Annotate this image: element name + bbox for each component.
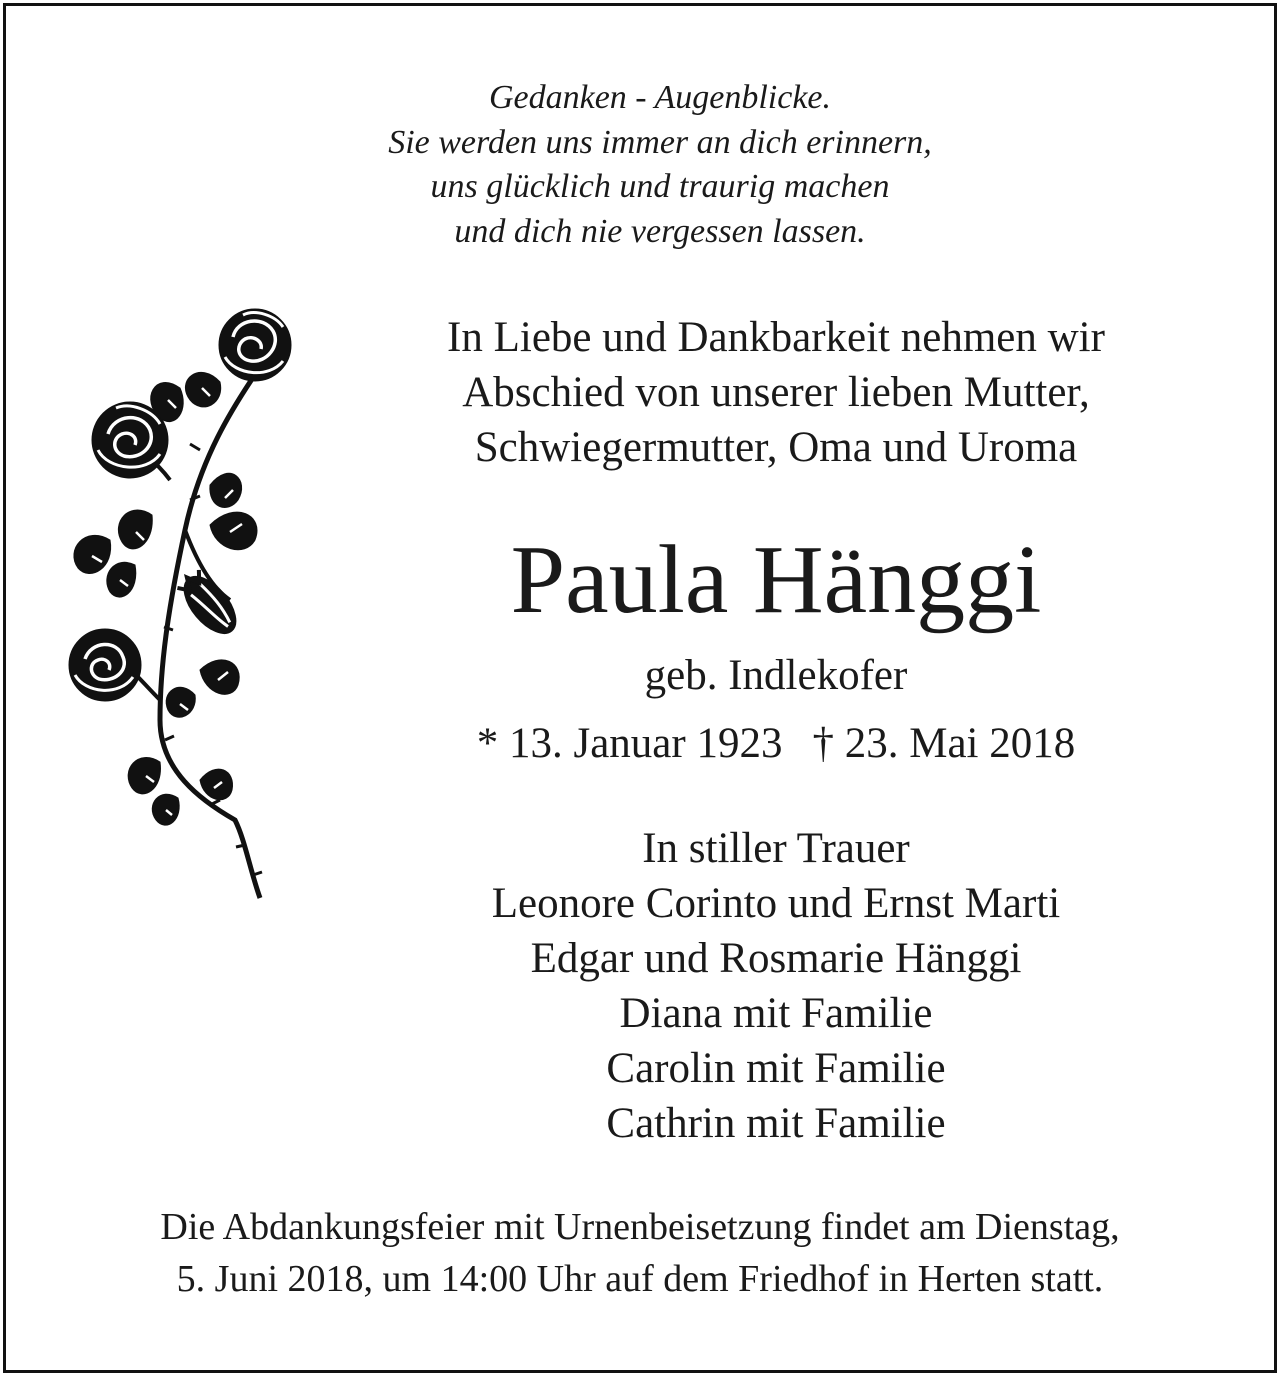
farewell-intro (346, 310, 1206, 475)
intro-line: Abschied von unserer lieben Mutter, (462, 369, 1090, 416)
mourner-entry: Cathrin mit Familie (606, 1100, 946, 1147)
mourners-heading: In stiller Trauer (642, 825, 910, 872)
memorial-poem (340, 76, 980, 254)
poem-line: und dich nie vergessen lassen. (454, 212, 866, 250)
life-dates (346, 716, 1206, 771)
mourners-list (346, 821, 1206, 1151)
poem-line: Gedanken - Augenblicke. (488, 79, 832, 116)
mourner-entry: Leonore Corinto und Ernst Marti (491, 880, 1061, 927)
deceased-name: Paula Hänggi (510, 526, 1042, 634)
death-date: † 23. Mai 2018 (812, 720, 1076, 767)
poem-line: uns glücklich und traurig machen (430, 168, 890, 205)
maiden-name: geb. Indlekofer (644, 652, 908, 699)
intro-line: In Liebe und Dankbarkeit nehmen wir (447, 314, 1105, 361)
ceremony-line: 5. Juni 2018, um 14:00 Uhr auf dem Friedhof in Herten statt. (176, 1258, 1104, 1300)
birth-date: * 13. Januar 1923 (476, 720, 783, 767)
mourner-entry: Carolin mit Familie (606, 1045, 946, 1092)
mourner-entry: Edgar und Rosmarie Hänggi (530, 935, 1022, 982)
poem-line: Sie werden uns immer an dich erinnern, (388, 123, 932, 161)
mourner-entry: Diana mit Familie (619, 990, 933, 1037)
ceremony-line: Die Abdankungsfeier mit Urnenbeisetzung findet am Dienstag, (160, 1206, 1120, 1248)
intro-line: Schwiegermutter, Oma und Uroma (474, 424, 1078, 471)
rose-branch-icon (60, 300, 310, 910)
ceremony-notice (40, 1201, 1240, 1305)
